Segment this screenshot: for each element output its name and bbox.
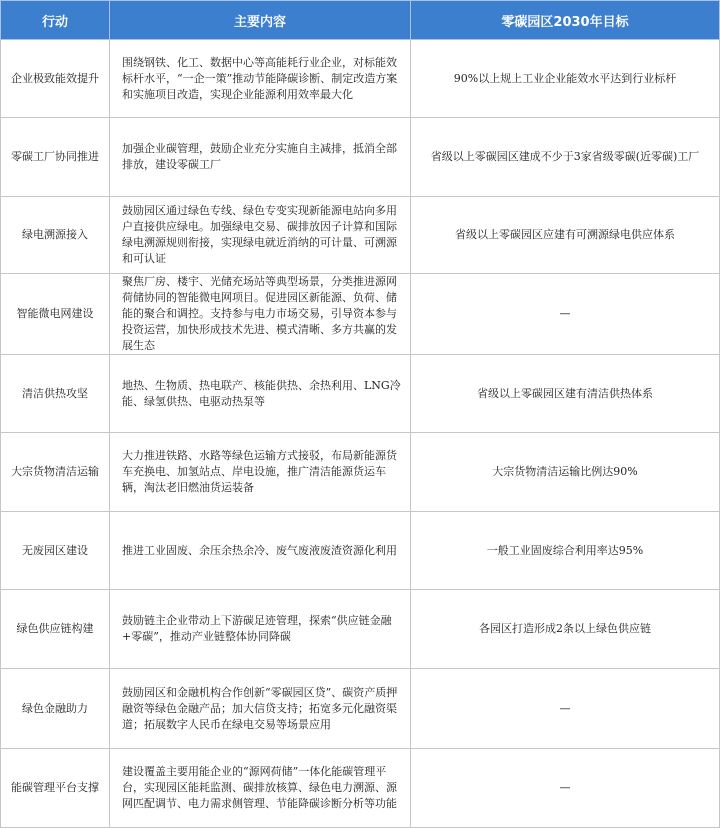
content-cell: 围绕钢铁、化工、数据中心等高能耗行业企业，对标能效标杆水平，“一企一策”推动节能降碳诊断、制定改造方案和实施项目改造，实现企业能源利用效率最大化 (110, 40, 411, 118)
content-cell: 大力推进铁路、水路等绿色运输方式接驳，布局新能源货车充换电、加氢站点、岸电设施，推广清洁能源货运车辆，淘汰老旧燃油货运装备 (110, 433, 411, 512)
action-cell: 绿色金融助力 (1, 669, 110, 749)
goal-cell: 90%以上规上工业企业能效水平达到行业标杆 (411, 40, 720, 118)
goal-cell: — (411, 274, 720, 355)
content-cell: 建设覆盖主要用能企业的“源网荷储”一体化能碳管理平台，实现园区能耗监测、碳排放核算、绿色电力溯源、源网匹配调节、电力需求侧管理、节能降碳诊断分析等功能 (110, 749, 411, 828)
table-row (1, 590, 720, 669)
content-cell: 加强企业碳管理，鼓励企业充分实施自主减排，抵消全部排放，建设零碳工厂 (110, 118, 411, 197)
table-row (1, 118, 720, 197)
content-cell: 地热、生物质、热电联产、核能供热、余热利用、LNG冷能、绿氢供热、电驱动热泵等 (110, 355, 411, 433)
table-row (1, 274, 720, 355)
header-goal: 零碳园区2030年目标 (411, 1, 720, 40)
table-row (1, 40, 720, 118)
table-row (1, 749, 720, 828)
action-cell: 绿色供应链构建 (1, 590, 110, 669)
table-header-row (1, 1, 720, 40)
goal-cell: — (411, 669, 720, 749)
table-row (1, 355, 720, 433)
action-cell: 智能微电网建设 (1, 274, 110, 355)
action-cell: 大宗货物清洁运输 (1, 433, 110, 512)
content-cell: 聚焦厂房、楼宇、光储充场站等典型场景，分类推进源网荷储协同的智能微电网项目。促进园区新能源、负荷、储能的聚合和调控。支持参与电力市场交易，引导资本参与投资运营，加快形成技术先进、模式清晰、多方共赢的发展生态 (110, 274, 411, 355)
header-action: 行动 (1, 1, 110, 40)
goal-cell: 大宗货物清洁运输比例达90% (411, 433, 720, 512)
action-cell: 无废园区建设 (1, 512, 110, 590)
table-row (1, 433, 720, 512)
goal-cell: 省级以上零碳园区建有清洁供热体系 (411, 355, 720, 433)
action-cell: 零碳工厂协同推进 (1, 118, 110, 197)
content-cell: 推进工业固废、余压余热余冷、废气废液废渣资源化利用 (110, 512, 411, 590)
action-cell: 能碳管理平台支撑 (1, 749, 110, 828)
goal-cell: — (411, 749, 720, 828)
goal-cell: 省级以上零碳园区应建有可溯源绿电供应体系 (411, 197, 720, 274)
table-row (1, 512, 720, 590)
goal-cell: 各园区打造形成2条以上绿色供应链 (411, 590, 720, 669)
table-row (1, 669, 720, 749)
action-cell: 企业极致能效提升 (1, 40, 110, 118)
action-cell: 清洁供热攻坚 (1, 355, 110, 433)
content-cell: 鼓励园区通过绿色专线、绿色专变实现新能源电站向多用户直接供应绿电。加强绿电交易、碳排放因子计算和国际绿电溯源规则衔接，实现绿电就近消纳的可计量、可溯源和可认证 (110, 197, 411, 274)
content-cell: 鼓励园区和金融机构合作创新“零碳园区贷”、碳资产质押融资等绿色金融产品；加大信贷支持；拓宽多元化融资渠道；拓展数字人民币在绿电交易等场景应用 (110, 669, 411, 749)
action-cell: 绿电溯源接入 (1, 197, 110, 274)
goal-cell: 省级以上零碳园区建成不少于3家省级零碳(近零碳)工厂 (411, 118, 720, 197)
table-row (1, 197, 720, 274)
goal-cell: 一般工业固废综合利用率达95% (411, 512, 720, 590)
header-content: 主要内容 (110, 1, 411, 40)
content-cell: 鼓励链主企业带动上下游碳足迹管理，探索“供应链金融+零碳”，推动产业链整体协同降碳 (110, 590, 411, 669)
